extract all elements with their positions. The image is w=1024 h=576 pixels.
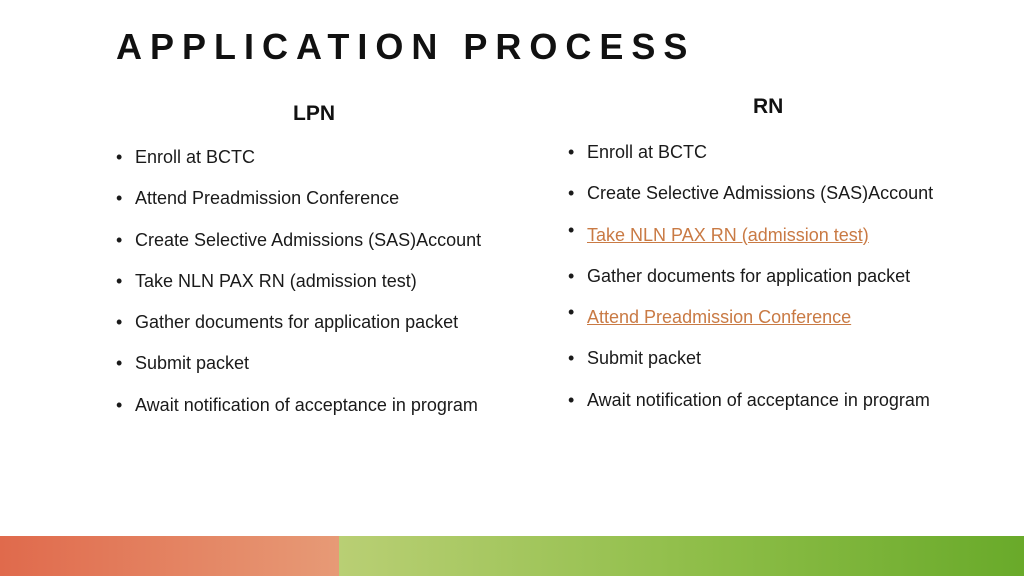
rn-item-submit-packet: • Submit packet — [568, 345, 1008, 386]
rn-heading: RN — [753, 95, 784, 118]
lpn-item-preadmission-conference: • Attend Preadmission Conference — [116, 185, 546, 226]
page-title: APPLICATION PROCESS — [116, 26, 696, 67]
lpn-list — [116, 144, 546, 433]
lpn-item-admission-test: • Take NLN PAX RN (admission test) — [116, 268, 546, 309]
footer-band-left — [0, 536, 339, 576]
lpn-item-sas-account: • Create Selective Admissions (SAS)Account — [116, 227, 546, 268]
lpn-item-submit-packet: • Submit packet — [116, 350, 546, 391]
rn-list — [568, 139, 1008, 428]
rn-item-await-notification: • Await notification of acceptance in program — [568, 387, 1008, 428]
rn-item-enroll: • Enroll at BCTC — [568, 139, 1008, 180]
lpn-item-await-notification: • Await notification of acceptance in program — [116, 392, 546, 433]
admission-test-link[interactable]: Take NLN PAX RN (admission test) — [587, 224, 869, 245]
rn-item-preadmission-conference — [568, 304, 1008, 345]
rn-item-sas-account: • Create Selective Admissions (SAS)Account — [568, 180, 1008, 221]
footer-band-right — [339, 536, 1024, 576]
preadmission-conference-link[interactable]: Attend Preadmission Conference — [587, 307, 852, 328]
lpn-item-enroll: • Enroll at BCTC — [116, 144, 546, 185]
rn-item-gather-documents: • Gather documents for application packet — [568, 263, 1008, 304]
lpn-item-gather-documents: • Gather documents for application packet — [116, 309, 546, 350]
lpn-heading: LPN — [293, 102, 335, 125]
rn-item-admission-test — [568, 222, 1008, 263]
